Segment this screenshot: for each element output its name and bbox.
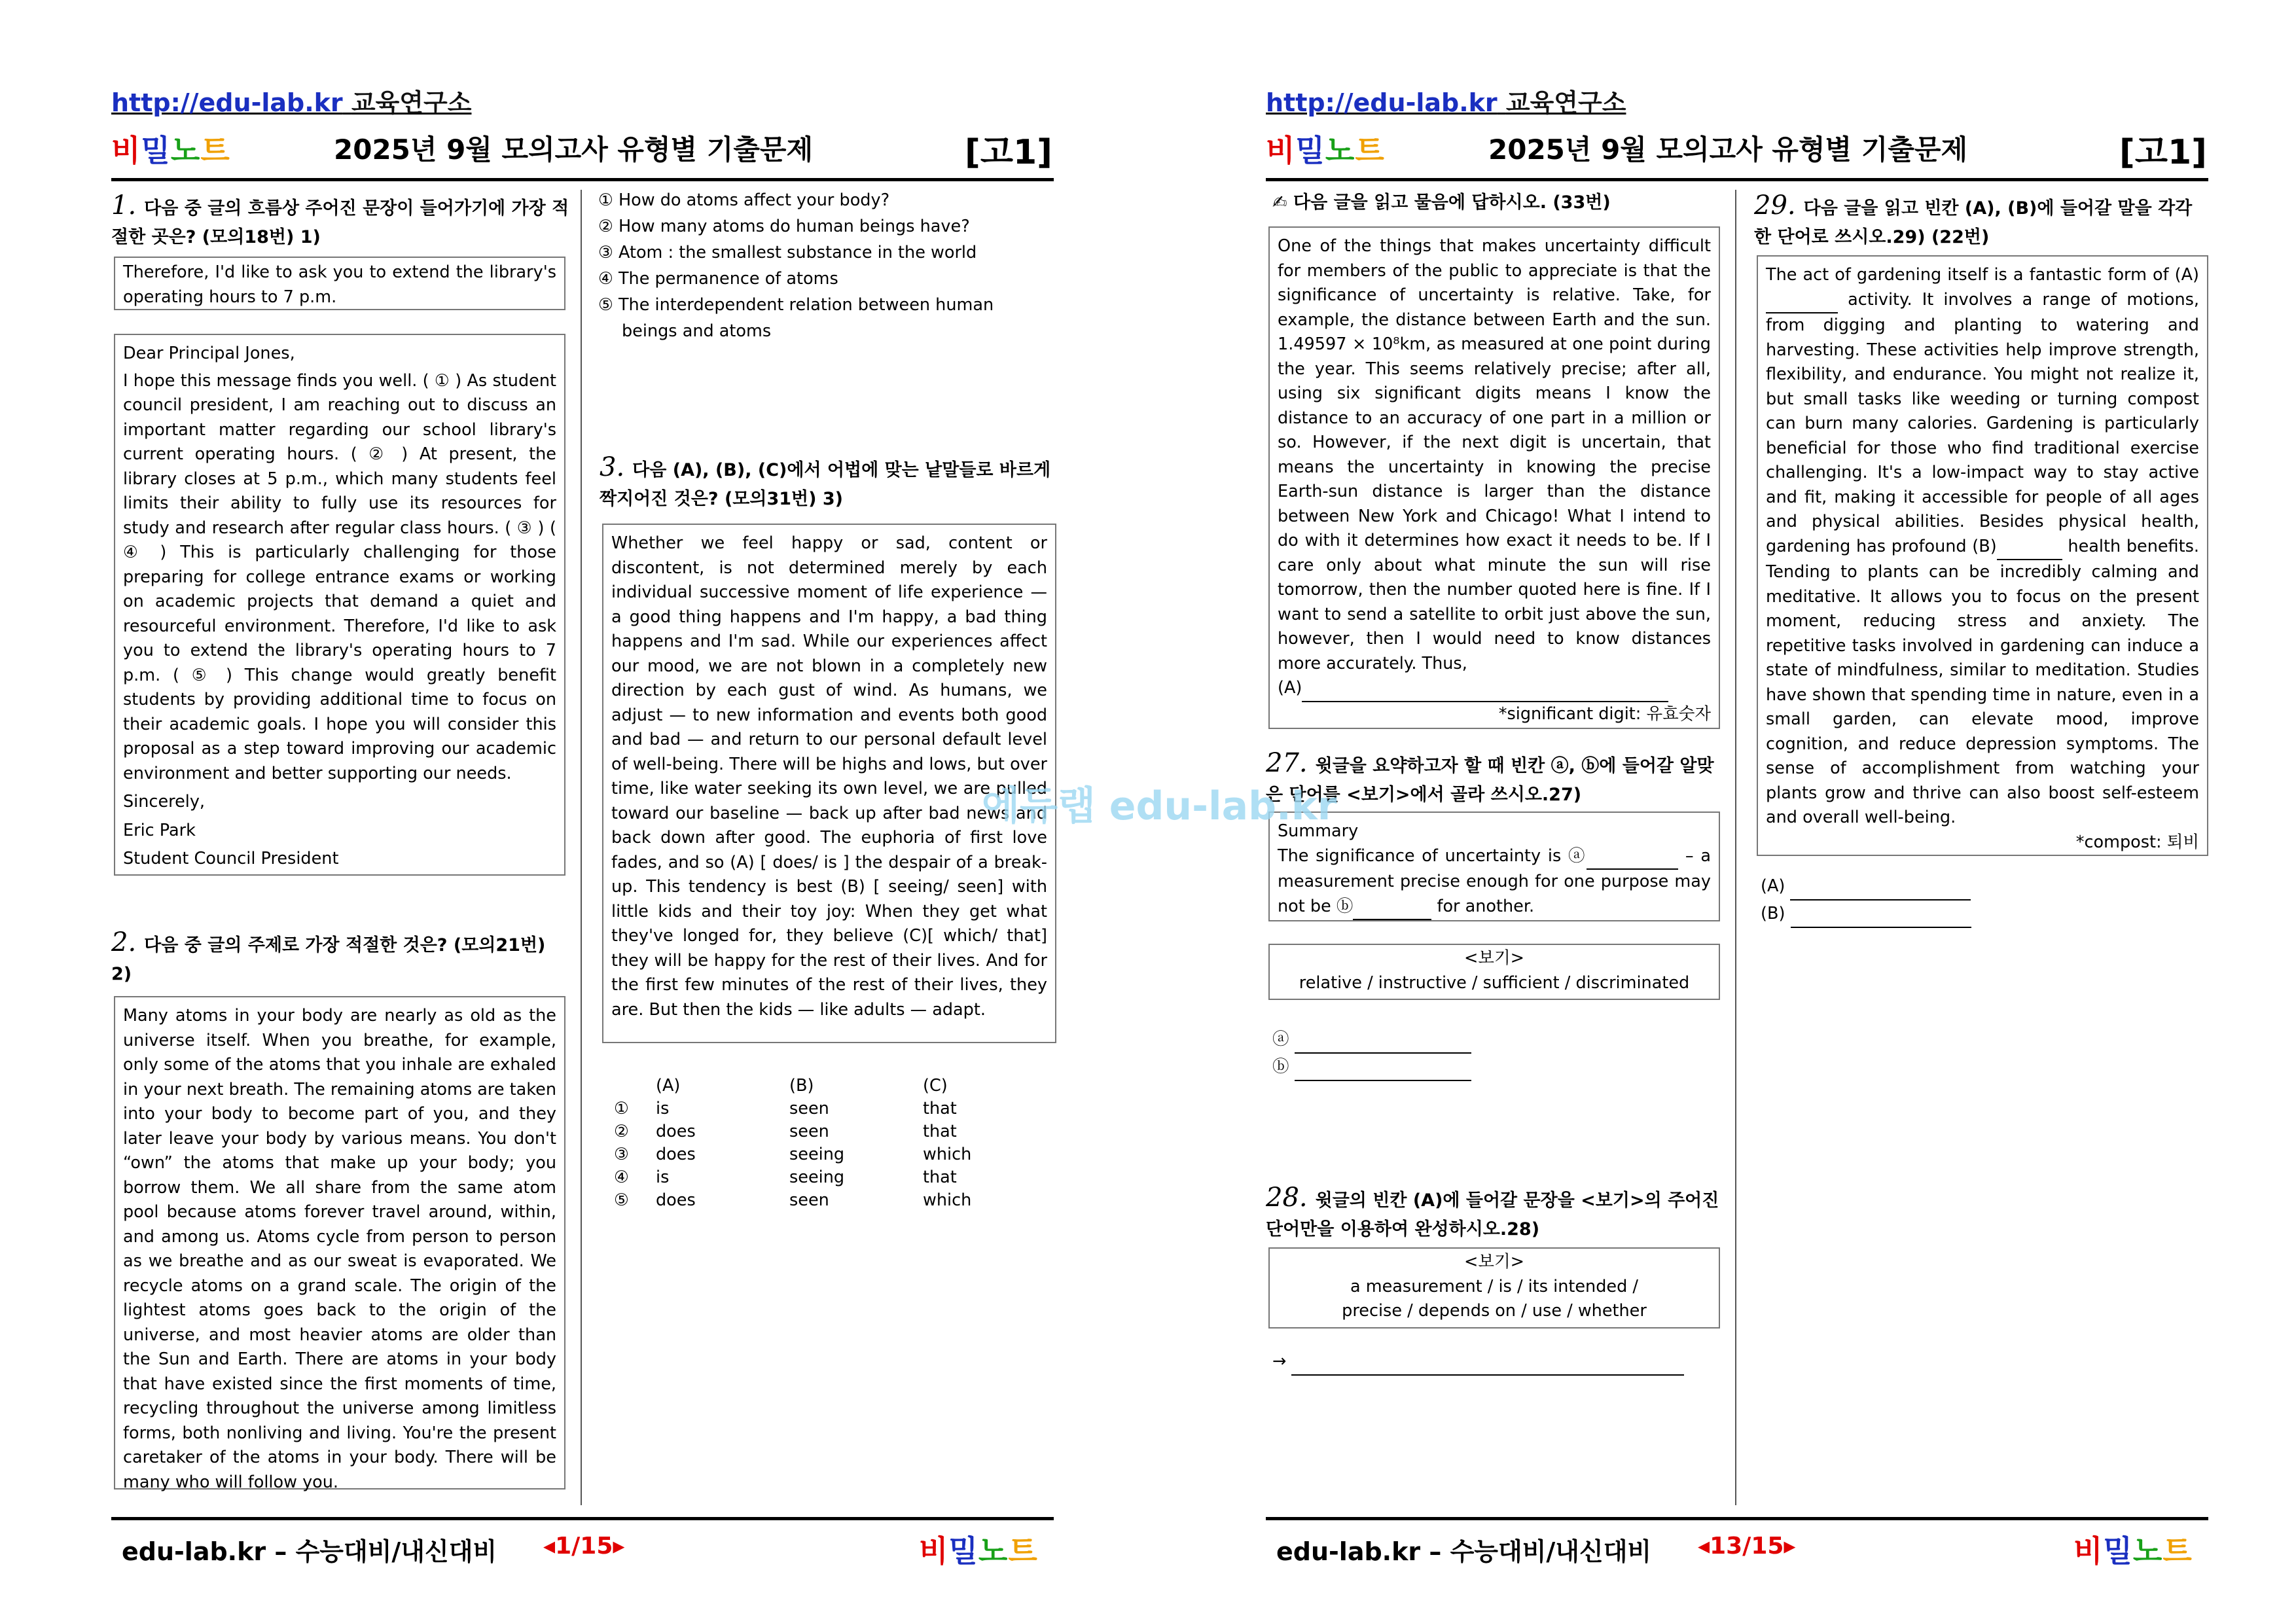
- page-number: ◂13/15▸: [1698, 1533, 1796, 1560]
- question-2-options: [598, 187, 1083, 344]
- question-29-passage: The act of gardening itself is a fantastic form of (A) activity. It involves a range of motions, from digging and planting to watering and harvesting. These activities help improve strength, flexibility, and endurance. You might not realize it, but small tasks like weeding or turning compost can burn many calories. Gardening is particularly beneficial for those who find traditional exercise challenging. It's a low-impact way to stay active and fit, making it accessible for people of all ages and physical abilities. Besides physical health, gardening has profound (B) health benefits. Tending to plants can be incredibly calming and meditative. It allows you to focus on the present moment, reducing stress and anxiety. The repetitive tasks involved in gardening can induce a state of mindfulness, similar to meditation. Studies have shown that spending time in nature, even in a small garden, can elevate mood, improve cognition, and reduce depression symptoms. The sense of accomplishment from watching your plants grow and thrive can also boost self-esteem and overall well-being. *compost: 퇴비: [1757, 255, 2208, 856]
- question-3-answer-grid: [614, 1075, 1054, 1212]
- watermark: 에듀랩 edu-lab.kr: [982, 783, 1337, 829]
- question-1-given-sentence: Therefore, I'd like to ask you to extend the library's operating hours to 7 p.m.: [114, 257, 565, 310]
- blank-a[interactable]: [1587, 844, 1678, 870]
- option-2[interactable]: ② How many atoms do human beings have?: [598, 217, 970, 236]
- question-27-summary: Summary The significance of uncertainty is ⓐ – a measurement precise enough for one purpose may not be ⓑ for another.: [1268, 812, 1720, 921]
- grade-label: [고1]: [2119, 133, 2207, 172]
- column-divider: [581, 190, 582, 1505]
- answer-a-field[interactable]: [1295, 1026, 1471, 1054]
- header-url[interactable]: http://edu-lab.kr 교육연구소: [1266, 88, 1626, 117]
- option-1[interactable]: ① How do atoms affect your body?: [598, 190, 890, 210]
- question-28-prompt: 28. 윗글의 빈칸 (A)에 들어갈 문장을 <보기>의 주어진 단어만을 이용하여 완성하시오.28): [1266, 1183, 1719, 1240]
- grid-row[interactable]: ① is seen that: [614, 1099, 957, 1118]
- question-3-prompt: 3. 다음 (A), (B), (C)에서 어법에 맞는 낱말들로 바르게 짝지어진 것은? (모의31번) 3): [600, 452, 1051, 509]
- question-28-answer: [1272, 1348, 1684, 1376]
- footer-site: edu-lab.kr – 수능대비/내신대비: [122, 1537, 497, 1566]
- question-2-passage: Many atoms in your body are nearly as old as the universe itself. When you breathe, for example, only some of the atoms that you inhale are exhaled in your next breath. The remaining atoms are taken into your body to become part of you, and they later leave your body by various means. You don't “own” the atoms that make up your body; you borrow them. We all share from the same atom pool because atoms forever travel around, within, and among us. Atoms cycle from person to person as we breathe and as our sweat is evaporated. We recycle atoms on a grand scale. The origin of the lightest atoms goes back to the origin of the universe, and most heavier atoms are older than the Sun and Earth. There are atoms in your body that have existed since the first moments of time, recycling throughout the universe among limitless forms, both nonliving and living. You're the present caretaker of the atoms in your body. There will be many who will follow you.: [114, 996, 565, 1489]
- letter-sender-title: Student Council President: [123, 849, 339, 868]
- brand-logo: 비밀노트: [111, 133, 230, 168]
- page-title: 2025년 9월 모의고사 유형별 기출문제: [1488, 134, 1968, 166]
- page-title: 2025년 9월 모의고사 유형별 기출문제: [334, 134, 814, 166]
- question-29-answers: (A) (B): [1761, 873, 1971, 928]
- grid-header: (A) (B) (C): [656, 1076, 948, 1096]
- answer-A-field[interactable]: [1790, 873, 1971, 901]
- question-3-passage: Whether we feel happy or sad, content or discontent, is not determined merely by each individual successive moment of life experience — a good thing happens and I'm happy, a bad thing happens and I'm sad. While our experiences affect our mood, we are not blown in a completely new direction by each gust of wind. As humans, we adjust — to new information and events both good and bad — and return to our personal default level of well-being. There will be highs and lows, but over time, like water seeking its own level, we are pulled toward our baseline — back up after bad news and back down after good. The euphoria of first love fades, and so (A) [ does/ is ] the despair of a break-up. This tendency is best (B) [ seeing/ seen] with little kids and their toy joy: When they get what they've longed for, they believe (C)[ which/ that] they will be happy for the rest of their lives. And for the first few minutes of the rest of their lives, they are. But then the kids — like adults — adapt.: [602, 524, 1056, 1043]
- question-2-prompt: 2. 다음 중 글의 주제로 가장 적절한 것은? (모의21번) 2): [111, 927, 546, 984]
- header-divider: [1266, 178, 2208, 181]
- set-instruction: ✍ 다음 글을 읽고 물음에 답하시오. (33번): [1272, 192, 1611, 213]
- question-28-bogi: <보기> a measurement / is / its intended / precise / depends on / use / whether: [1268, 1247, 1720, 1329]
- set-passage: One of the things that makes uncertainty difficult for members of the public to appreciate is that the significance of uncertainty is relative. Take, for example, the distance between Earth and the sun. 1.49597 × 10⁸km, as measured at one point during the year. This seems relatively precise; after all, using six significant digits means I know the distance to an accuracy of one part in a million or so. However, if the next digit is uncertain, that means the uncertainty in knowing the precise Earth-sun distance is larger than the distance between New York and Chicago! What I intend to do with it determines how exact it needs to be. If I care only about what minute the sun will rise tomorrow, then the number quoted here is fine. If I want to send a satellite to orbit just above the sun, however, then I would need to know distances more accurately. Thus, (A) *significant digit: 유효숫자: [1268, 226, 1720, 729]
- footer-site: edu-lab.kr – 수능대비/내신대비: [1276, 1537, 1652, 1566]
- header-divider: [111, 178, 1054, 181]
- set-footnote: *significant digit: 유효숫자: [1498, 704, 1711, 724]
- answer-28-field[interactable]: [1291, 1348, 1684, 1376]
- blank-A[interactable]: [1766, 288, 1838, 314]
- footer-divider: [1266, 1517, 2208, 1520]
- footer-divider: [111, 1517, 1054, 1520]
- blank-A[interactable]: [1302, 676, 1668, 702]
- blank-B[interactable]: [1997, 535, 2062, 561]
- footer-logo: 비밀노트: [2073, 1533, 2193, 1569]
- brand-logo: 비밀노트: [1266, 133, 1385, 168]
- option-3[interactable]: ③ Atom : the smallest substance in the world: [598, 243, 977, 262]
- question-29-prompt: 29. 다음 글을 읽고 빈칸 (A), (B)에 들어갈 말을 각각 한 단어로 쓰시오.29) (22번): [1754, 190, 2193, 247]
- grid-row[interactable]: ⑤ does seen which: [614, 1190, 972, 1210]
- question-27-bogi: <보기> relative / instructive / sufficient / discriminated: [1268, 944, 1720, 1000]
- letter-sender: Eric Park: [123, 820, 196, 840]
- question-27-prompt: 27. 윗글을 요약하고자 할 때 빈칸 ⓐ, ⓑ에 들어갈 알맞은 단어를 <보기>에서 골라 쓰시오.27): [1266, 748, 1714, 805]
- letter-greeting: Dear Principal Jones,: [123, 344, 295, 363]
- column-divider: [1735, 190, 1736, 1505]
- grid-row[interactable]: ③ does seeing which: [614, 1145, 972, 1164]
- header-url[interactable]: http://edu-lab.kr 교육연구소: [111, 88, 472, 117]
- option-5[interactable]: ⑤ The interdependent relation between human beings and atoms: [598, 295, 994, 341]
- letter-body: I hope this message finds you well. ( ① ) As student council president, I am reaching out to discuss an important matter regarding our school library's current operating hours. ( ② ) At present, the library closes at 5 p.m., which many students feel limits their ability to fully use its resources for study and research after regular class hours. ( ③ ) ( ④ ) This is particularly challenging for those preparing for college entrance exams or working on academic projects that demand a quiet and resourceful environment. Therefore, I'd like to ask you to extend the library's operating hours to 7 p.m. ( ⑤ ) This change would greatly benefit students by providing additional time to focus on their academic goals. I hope you will consider this proposal as a step toward improving our academic environment and better supporting our needs.: [123, 370, 556, 783]
- arrow-icon: →: [1272, 1351, 1287, 1371]
- answer-b-field[interactable]: [1295, 1054, 1471, 1081]
- grid-row[interactable]: ④ is seeing that: [614, 1168, 957, 1187]
- question-1-prompt: 1. 다음 중 글의 흐름상 주어진 문장이 들어가기에 가장 적절한 곳은? (모의18번) 1): [111, 190, 569, 247]
- answer-B-field[interactable]: [1791, 901, 1971, 928]
- option-4[interactable]: ④ The permanence of atoms: [598, 269, 838, 289]
- footer-logo: 비밀노트: [919, 1533, 1038, 1569]
- page-number: ◂1/15▸: [543, 1533, 625, 1560]
- letter-closing: Sincerely,: [123, 792, 206, 812]
- right-page: [1240, 0, 2296, 1623]
- grade-label: [고1]: [965, 133, 1052, 172]
- question-1-passage: [114, 334, 565, 876]
- question-27-answers: ⓐ ⓑ: [1272, 1026, 1471, 1081]
- blank-b[interactable]: [1353, 895, 1431, 921]
- question-29-footnote: *compost: 퇴비: [2075, 832, 2199, 852]
- grid-row[interactable]: ② does seen that: [614, 1122, 957, 1141]
